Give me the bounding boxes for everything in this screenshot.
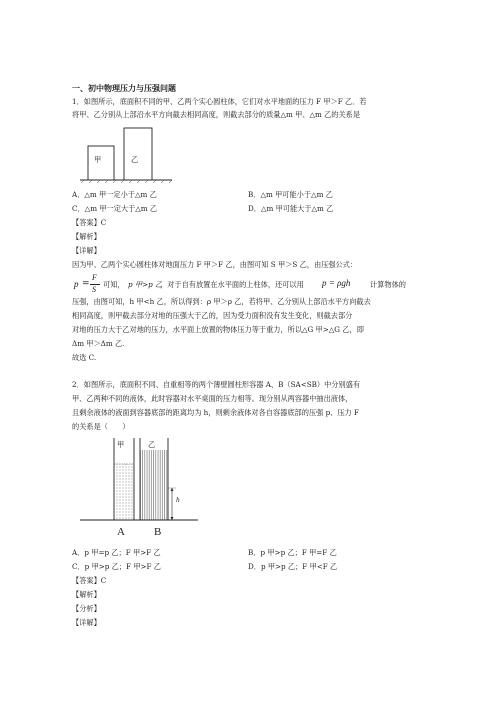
q2-fig-label-b: B [154,526,162,538]
q2-figure [80,436,200,532]
formula-eq: = [82,279,90,289]
q1-option-a: A．△m 甲一定小于△m 乙 [72,190,157,199]
q1-explanation-2a: 可知， [103,280,125,289]
q2-detail: 【详解】 [72,618,101,627]
q2-fig-h: h [176,497,180,504]
q1-stem-line2: 将甲、乙分别从上部沿水平方向截去相同高度，则截去部分的质量△m 甲、△m 乙的关系是 [72,110,361,119]
q2-option-d: D．p 甲>p 乙；F 甲<F 乙 [248,562,338,571]
q1-option-b: B．△m 甲可能小于△m 乙 [248,190,333,199]
formula-rgh: p = ρgh [322,278,351,288]
q1-detail: 【详解】 [72,246,101,255]
q1-explanation-2c: ，对于自有放置在水平面的上柱体，还可以用 [160,280,304,289]
q2-stem-line1: 2．如图所示，底面积不同、自重相等的两个薄壁圆柱形容器 A、B（SA<SB）中分别盛有 [72,380,361,389]
q2-fig-label-jia: 甲 [117,440,125,449]
q2-answer: 【答案】C [72,576,107,585]
q2-analysis: 【解析】 [72,590,101,599]
q1-explanation-4: 相同高度，则甲截去部分对地的压强大于乙的，因为受力面积没有发生变化，则截去部分 [72,311,353,320]
liquid-yi [140,450,168,520]
formula-p: p [74,279,79,289]
q1-fig-label-jia: 甲 [94,155,102,164]
section-title: 一、初中物理压力与压强问题 [72,83,176,93]
q1-explanation-2d: 计算物体的 [370,280,406,289]
q2-stem-line4: 的关系是（ ） [72,422,130,431]
q2-fig-label-a: A [117,526,125,538]
q1-conclusion: 故选 C. [72,353,97,362]
q1-option-c: C．△m 甲一定大于△m 乙 [72,204,158,213]
q1-stem-line1: 1．如图所示，底面积不同的甲、乙两个实心圆柱体，它们对水平地面的压力 F 甲＞F 乙．若 [72,97,367,106]
cylinder-yi [124,128,152,180]
q2-option-b: B．p 甲>p 乙；F 甲=F 乙 [248,548,337,557]
q1-analysis: 【解析】 [72,232,101,241]
q1-explanation-3: 压强，由图可知，h 甲<h 乙，所以得到：ρ 甲＞ρ 乙，若将甲、乙分别从上部沿水平方向截去 [72,297,371,306]
formula-S: S [92,285,96,294]
q2-stem-line3: 且剩余液体的液面到容器底部的距离均为 h，则剩余液体对各自容器底部的压强 p、压力 F [72,408,360,417]
q1-explanation-1: 因为甲、乙两个实心圆柱体对地面压力 F 甲＞F 乙，由图可知 S 甲＞S 乙，由压强公式： [72,260,358,269]
q1-fig-label-yi: 乙 [131,155,139,164]
q2-analysis-2: 【分析】 [72,604,101,613]
q2-option-c: C．p 甲>p 乙；F 甲>F 乙 [72,562,161,571]
q2-option-a: A．p 甲=p 乙；F 甲>F 乙 [72,548,161,557]
q1-explanation-2b: p 甲>p 乙 [128,280,163,289]
q2-stem-line2: 甲、乙两种不同的液体，此时容器对水平桌面的压力相等。现分别从两容器中抽出液体， [72,394,353,403]
formula-F: F [92,273,97,282]
q1-answer: 【答案】C [72,218,107,227]
q1-explanation-6: Δm 甲＞Δm 乙. [72,339,125,348]
q1-option-d: D．△m 甲可能大于△m 乙 [248,204,334,213]
q2-fig-label-yi: 乙 [148,440,156,449]
liquid-jia [114,464,134,520]
q1-explanation-5: 对地的压力大于乙对地的压力，水平面上放置的物体压力等于重力，所以△G 甲>△G 乙，即 [72,325,364,334]
